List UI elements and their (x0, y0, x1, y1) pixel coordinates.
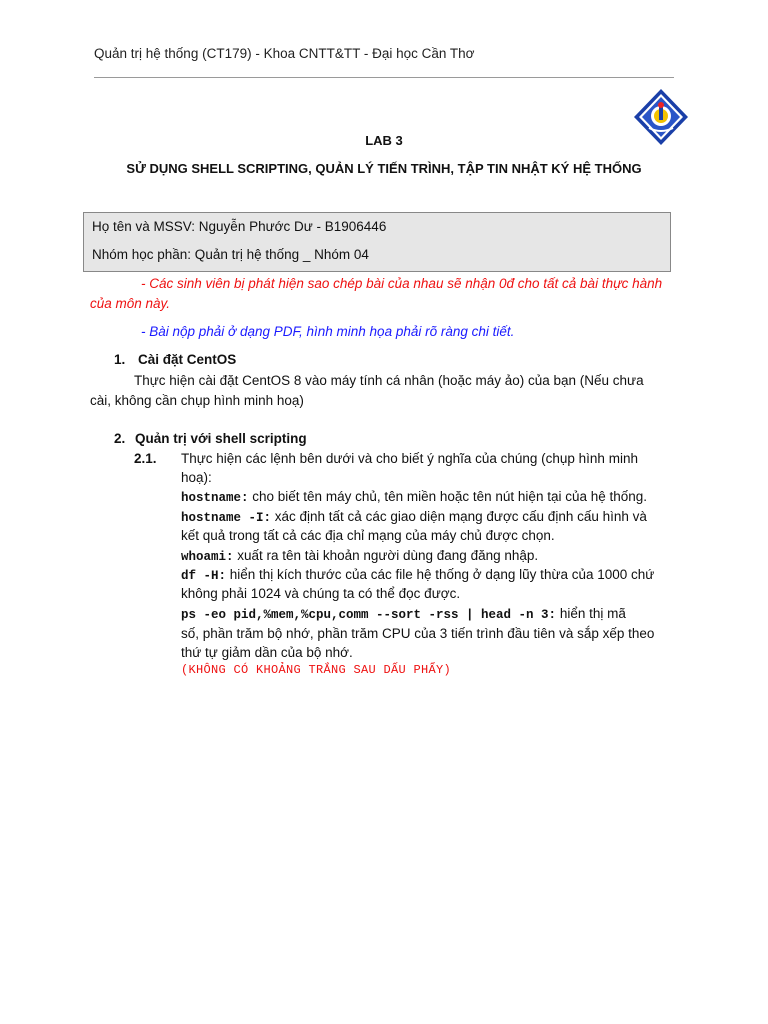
subsection-intro-line1: Thực hiện các lệnh bên dưới và cho biết ý nghĩa của chúng (chụp hình minh (181, 451, 638, 466)
plagiarism-warning-line1: - Các sinh viên bị phát hiện sao chép bài của nhau sẽ nhận 0đ cho tất cả bài thực hành (141, 276, 663, 291)
command-item-df (181, 565, 654, 586)
subsection-number: 2.1. (134, 451, 157, 466)
command-item-hostname-i (181, 507, 647, 528)
section1-text-line1: Thực hiện cài đặt CentOS 8 vào máy tính cá nhân (hoặc máy ảo) của bạn (Nếu chưa (134, 373, 644, 388)
subsection-intro-line2: hoạ): (181, 470, 212, 485)
command-code: hostname -I: (181, 511, 272, 525)
command-description-continued: số, phần trăm bộ nhớ, phần trăm CPU của 3 tiến trình đầu tiên và sắp xếp theo (181, 626, 655, 641)
command-description: xác định tất cả các giao diện mạng được cấu định cấu hình và (271, 509, 647, 524)
command-description-continued: kết quả trong tất cả các địa chỉ mạng của máy chủ được chọn. (181, 528, 555, 543)
pdf-requirement: - Bài nộp phải ở dạng PDF, hình minh họa phải rõ ràng chi tiết. (141, 324, 515, 339)
command-item-whoami (181, 546, 538, 567)
section1-text-line2: cài, không cần chụp hình minh hoạ) (90, 393, 304, 408)
plagiarism-warning-line2: của môn này. (90, 296, 171, 311)
command-code: ps -eo pid,%mem,%cpu,comm --sort -rss | head -n 3: (181, 608, 557, 622)
command-item-hostname (181, 487, 647, 508)
student-name-id: Họ tên và MSSV: Nguyễn Phước Dư - B1906446 (92, 219, 387, 234)
section2-number: 2. (114, 431, 126, 446)
command-description-continued: thứ tự giảm dần của bộ nhớ. (181, 645, 353, 660)
command-code: whoami: (181, 550, 234, 564)
document-title: SỬ DỤNG SHELL SCRIPTING, QUẢN LÝ TIẾN TRÌNH, TẬP TIN NHẬT KÝ HỆ THỐNG (126, 161, 642, 176)
class-group: Nhóm học phần: Quản trị hệ thống _ Nhóm 04 (92, 247, 369, 262)
command-description: cho biết tên máy chủ, tên miền hoặc tên nút hiện tại của hệ thống. (248, 489, 648, 504)
command-description: xuất ra tên tài khoản người dùng đang đăng nhập. (233, 548, 539, 563)
section1-title: Cài đặt CentOS (138, 352, 237, 367)
student-info-box (83, 212, 671, 272)
command-code: hostname: (181, 491, 249, 505)
command-description: hiển thị kích thước của các file hệ thống ở dạng lũy thừa của 1000 chứ (226, 567, 655, 582)
section1-number: 1. (114, 352, 126, 367)
formatting-note: (KHÔNG CÓ KHOẢNG TRẮNG SAU DẤU PHẨY) (181, 663, 452, 677)
header-divider (94, 77, 674, 78)
command-code: df -H: (181, 569, 227, 583)
page-header: Quản trị hệ thống (CT179) - Khoa CNTT&TT - Đại học Cần Thơ (94, 46, 475, 61)
command-description-continued: không phải 1024 và chúng ta có thể đọc được. (181, 586, 461, 601)
section2-title: Quản trị với shell scripting (135, 431, 307, 446)
command-description: hiển thị mã (556, 606, 626, 621)
command-item-ps (181, 604, 626, 625)
lab-title: LAB 3 (365, 133, 403, 148)
